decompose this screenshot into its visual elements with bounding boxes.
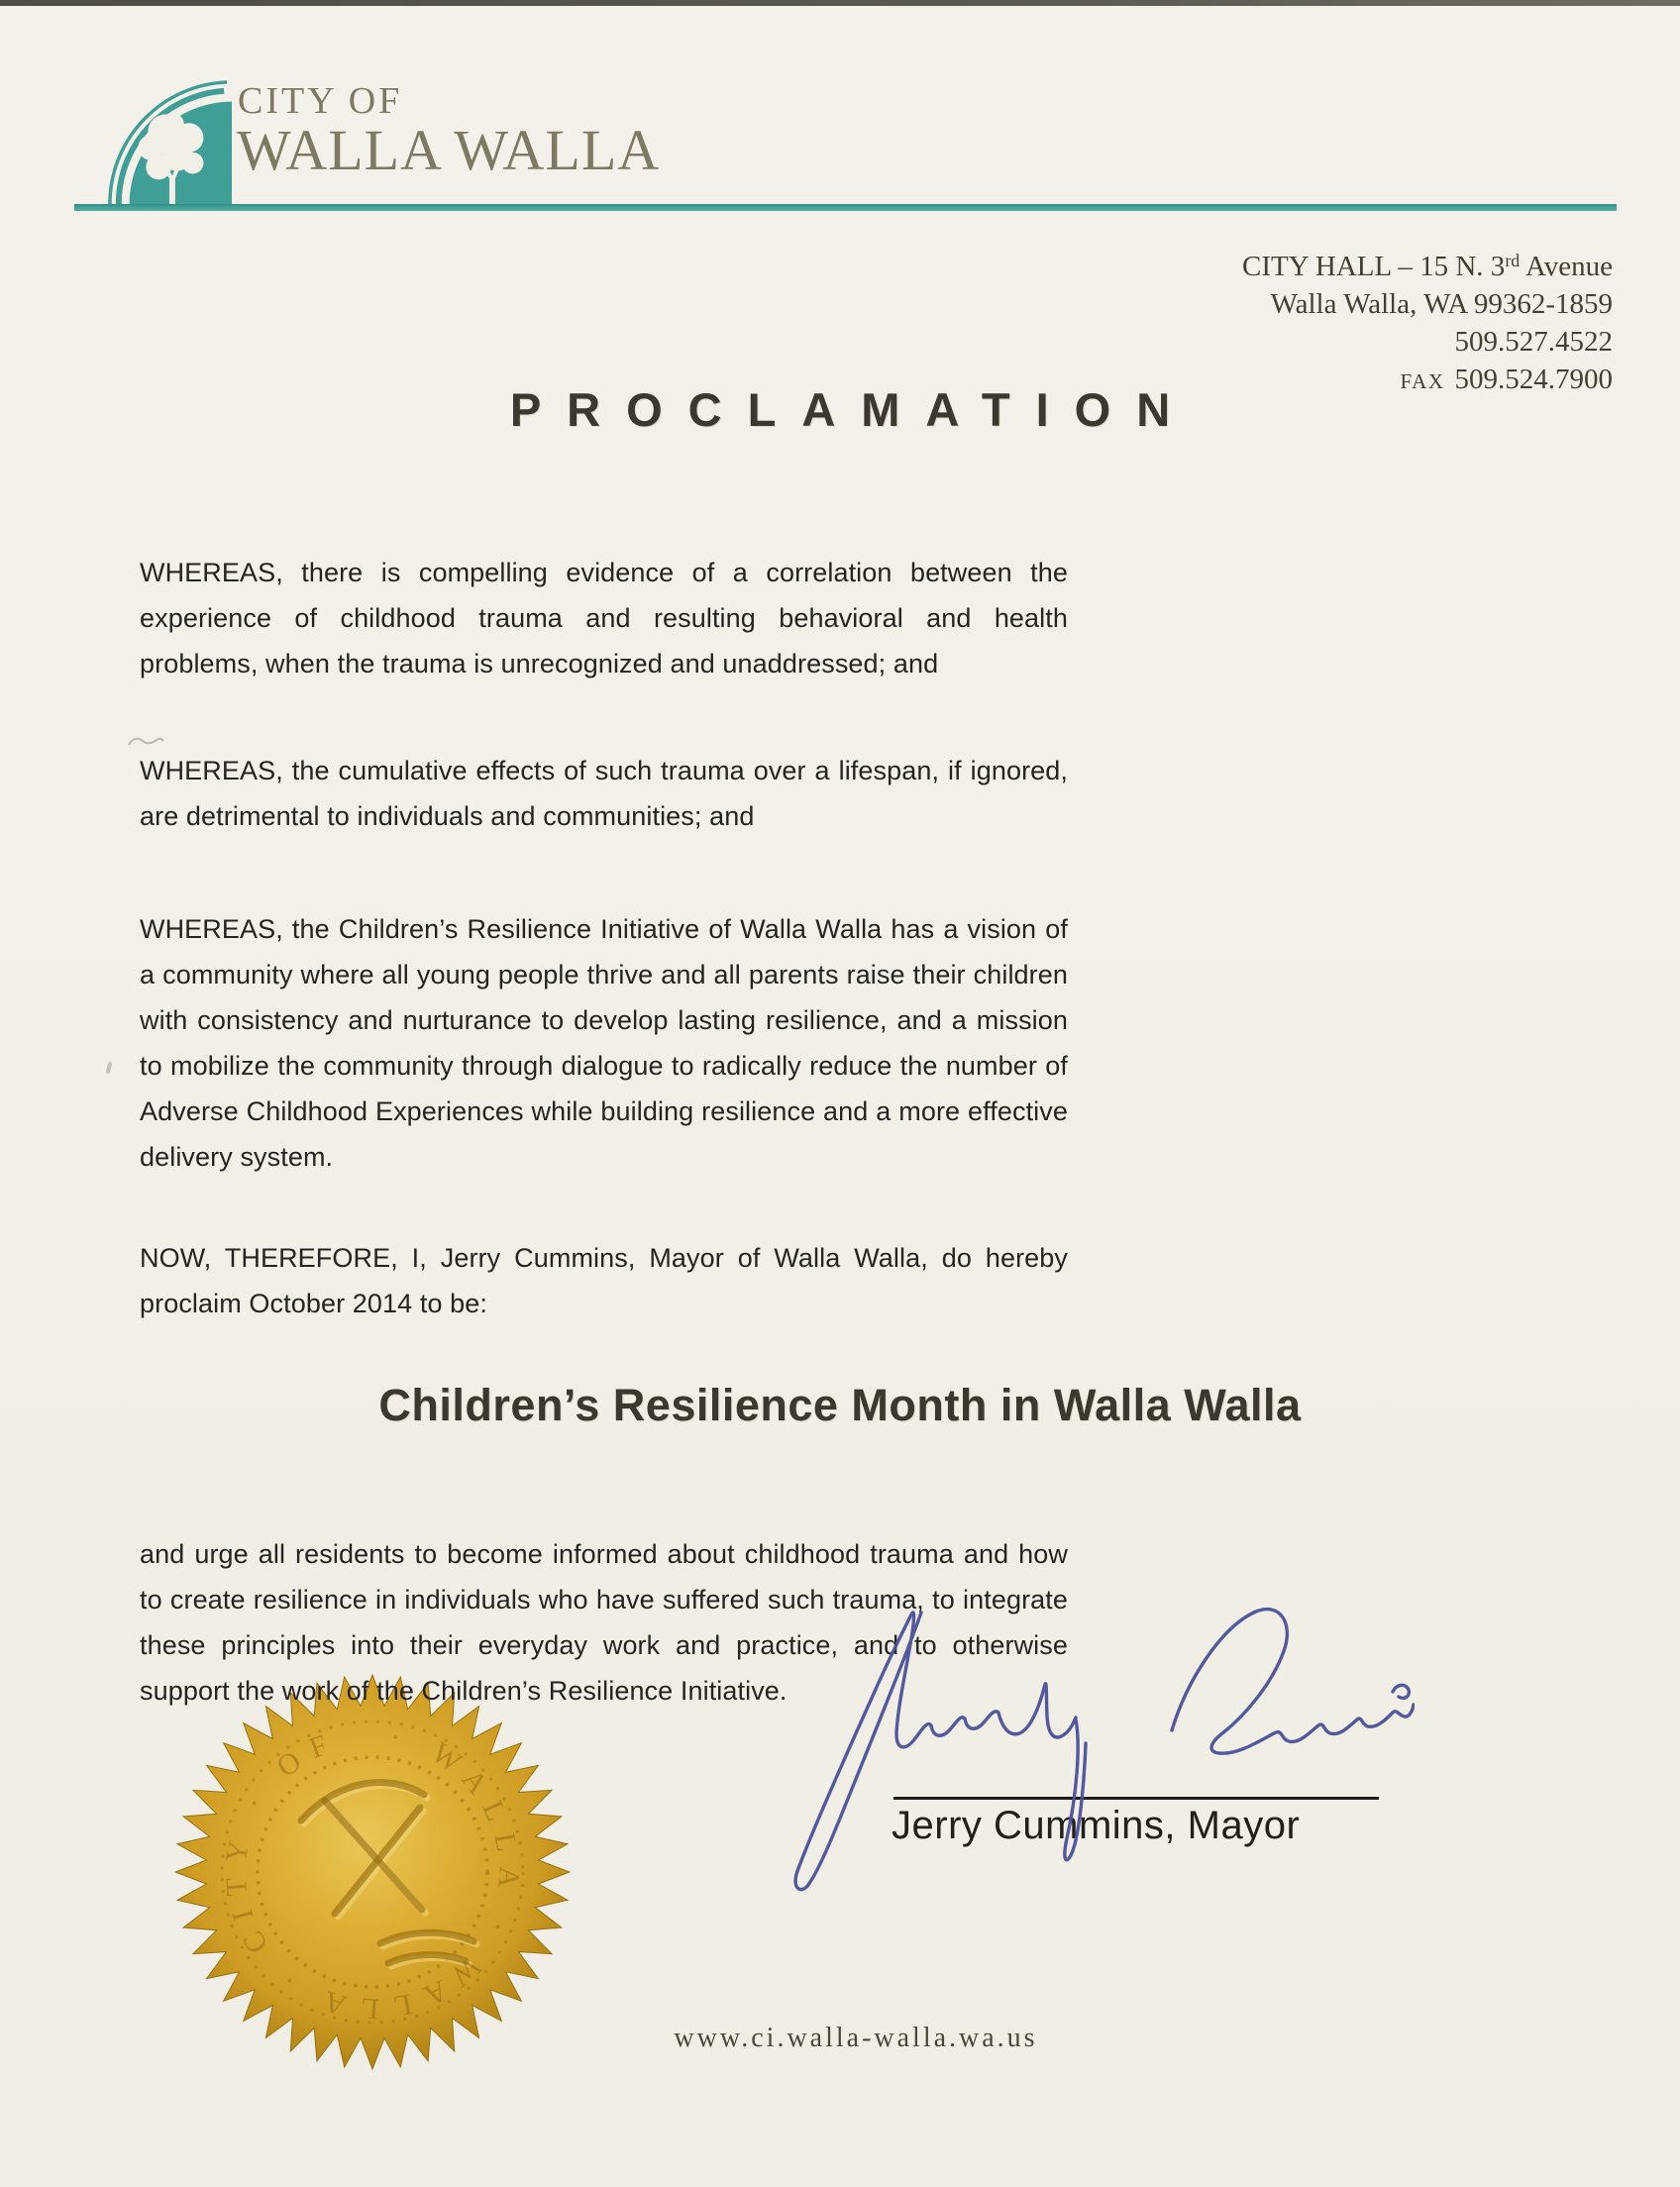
logo-city-of-text: CITY OF [238, 80, 403, 122]
address-block [919, 242, 1613, 400]
footer-url: www.ci.walla-walla.wa.us [674, 2023, 1038, 2053]
address-line-city: Walla Walla, WA 99362-1859 [1270, 288, 1613, 320]
fax-label: FAX [1400, 369, 1445, 393]
signature-ink-icon [761, 1595, 1415, 1907]
gold-seal-icon [174, 1674, 571, 2070]
closing-paragraph: and urge all residents to become informed about childhood trauma and how to create resilience in individuals who have suffered such trauma, to integrate these principles into their everyday work and practice, and to otherwise support the work of the Children’s Resilience Initiative. [140, 1539, 1068, 1706]
tree-globe-icon [105, 77, 232, 204]
signature-name-title: Jerry Cummins, Mayor [892, 1804, 1301, 1847]
whereas-paragraph-2: WHEREAS, the cumulative effects of such trauma over a lifespan, if ignored, are detrimental to individuals and communities; and [140, 756, 1068, 831]
document-title: PROCLAMATION [509, 383, 1197, 436]
scan-smudge-mark [127, 733, 166, 755]
fax-number: 509.524.7900 [1454, 364, 1613, 395]
scan-tick-artifact [106, 1062, 113, 1075]
proclaimed-month-heading: Children’s Resilience Month in Walla Walla [378, 1380, 1302, 1430]
whereas-paragraph-1: WHEREAS, there is compelling evidence of a correlation between the experience of childhood trauma and resulting behavioral and health problems, when the trauma is unrecognized and unaddressed; and [140, 558, 1068, 678]
header-divider-rule [74, 204, 1617, 211]
logo-walla-walla-text: WALLA WALLA [237, 118, 661, 182]
seal-emboss-text: · WALLA · WALLA · CITY · OF [219, 1720, 526, 2026]
scan-edge-artifact [0, 0, 1680, 6]
whereas-paragraph-3: WHEREAS, the Children’s Resilience Initiative of Walla Walla has a vision of a community where all young people thrive and all parents raise their children with consistency and nurturance to develop lasting resilience, and a mission to mobilize the community through dialogue to radically reduce the number of Adverse Childhood Experiences while building resilience and a more effective delivery system. [140, 914, 1068, 1172]
address-line-phone: 509.527.4522 [1454, 326, 1613, 358]
address-line-street: CITY HALL – 15 N. 3rd Avenue [1242, 251, 1613, 282]
therefore-paragraph: NOW, THEREFORE, I, Jerry Cummins, Mayor of Walla Walla, do hereby proclaim October 2014 to be: [140, 1243, 1068, 1318]
